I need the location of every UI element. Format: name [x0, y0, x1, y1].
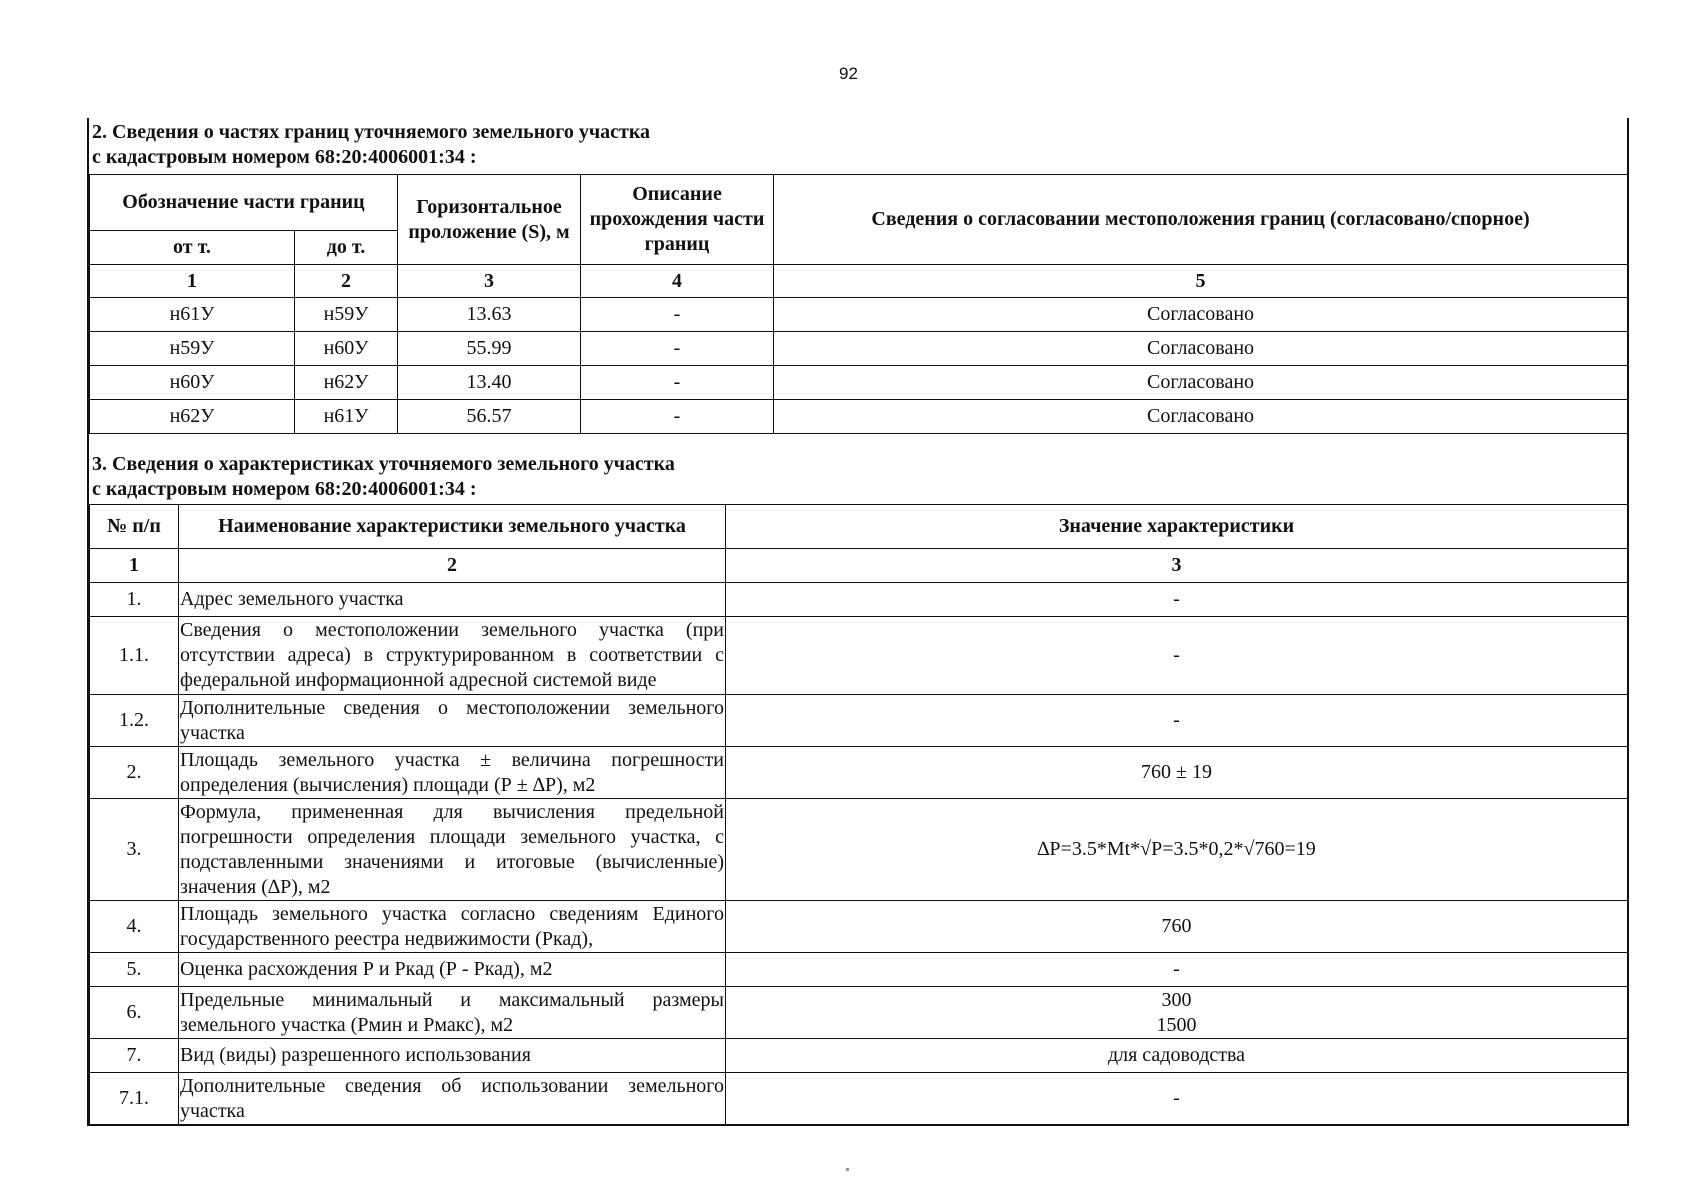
agreement-status: Согласовано — [774, 332, 1628, 366]
header-characteristic-name: Наименование характеристики земельного участка — [179, 505, 726, 549]
characteristic-name: Площадь земельного участка ± величина погрешности определения (вычисления) площади (Р ± ∆Р), м2 — [179, 747, 726, 799]
section-2-title-line-2: с кадастровым номером 68:20:4006001:34 : — [92, 146, 477, 168]
boundary-parts-table — [89, 174, 1628, 434]
header-to-point: до т. — [295, 231, 398, 265]
table-row — [90, 901, 1628, 953]
table-row — [90, 695, 1628, 747]
table-row — [90, 1073, 1628, 1125]
description: - — [581, 366, 774, 400]
header-characteristic-value: Значение характеристики — [726, 505, 1628, 549]
row-number: 2. — [90, 747, 179, 799]
from-point: н60У — [90, 366, 295, 400]
footer-mark — [846, 1168, 849, 1171]
to-point: н59У — [295, 298, 398, 332]
characteristic-value: для садоводства — [726, 1039, 1628, 1073]
row-number: 5. — [90, 953, 179, 987]
from-point: н62У — [90, 400, 295, 434]
to-point: н62У — [295, 366, 398, 400]
section-3-title — [92, 452, 675, 502]
characteristic-value: 760 ± 19 — [726, 747, 1628, 799]
table-row — [90, 298, 1628, 332]
row-number: 6. — [90, 987, 179, 1039]
horizontal-length: 13.63 — [398, 298, 581, 332]
header-description: Описание прохождения части границ — [581, 175, 774, 265]
agreement-status: Согласовано — [774, 298, 1628, 332]
from-point: н59У — [90, 332, 295, 366]
header-from-point: от т. — [90, 231, 295, 265]
horizontal-length: 56.57 — [398, 400, 581, 434]
to-point: н60У — [295, 332, 398, 366]
characteristic-value: - — [726, 695, 1628, 747]
row-number: 3. — [90, 799, 179, 901]
description: - — [581, 400, 774, 434]
table-row — [90, 366, 1628, 400]
row-number: 7. — [90, 1039, 179, 1073]
column-number: 1 — [90, 549, 179, 583]
column-number: 3 — [398, 265, 581, 298]
characteristic-value: 300 1500 — [726, 987, 1628, 1039]
page-number: 92 — [839, 64, 858, 83]
header-horizontal-length: Горизонтальное проложение (S), м — [398, 175, 581, 265]
characteristic-value: - — [726, 617, 1628, 695]
table-row — [90, 799, 1628, 901]
column-number: 5 — [774, 265, 1628, 298]
row-number: 4. — [90, 901, 179, 953]
from-point: н61У — [90, 298, 295, 332]
table-row — [90, 953, 1628, 987]
table-row — [90, 400, 1628, 434]
characteristic-name: Предельные минимальный и максимальный размеры земельного участка (Рмин и Рмакс), м2 — [179, 987, 726, 1039]
agreement-status: Согласовано — [774, 366, 1628, 400]
column-number: 2 — [179, 549, 726, 583]
section-3-title-line-2: с кадастровым номером 68:20:4006001:34 : — [92, 478, 477, 500]
characteristic-value: 760 — [726, 901, 1628, 953]
description: - — [581, 332, 774, 366]
table-row — [90, 332, 1628, 366]
characteristic-name: Дополнительные сведения об использовании земельного участка — [179, 1073, 726, 1125]
table-row — [90, 617, 1628, 695]
characteristic-name: Адрес земельного участка — [179, 583, 726, 617]
characteristic-name: Площадь земельного участка согласно сведениям Единого государственного реестра недвижимости (Ркад), — [179, 901, 726, 953]
header-number: № п/п — [90, 505, 179, 549]
characteristics-table — [89, 504, 1628, 1125]
characteristic-value: ∆Р=3.5*Mt*√Р=3.5*0,2*√760=19 — [726, 799, 1628, 901]
table-row — [90, 747, 1628, 799]
section-2-title-line-1: 2. Сведения о частях границ уточняемого земельного участка — [92, 121, 651, 143]
section-3-title-line-1: 3. Сведения о характеристиках уточняемого земельного участка — [92, 453, 675, 475]
table-row — [90, 583, 1628, 617]
table-row — [90, 987, 1628, 1039]
column-number: 4 — [581, 265, 774, 298]
characteristic-value: - — [726, 953, 1628, 987]
to-point: н61У — [295, 400, 398, 434]
document-sheet — [87, 118, 1629, 1126]
column-number: 2 — [295, 265, 398, 298]
column-number: 1 — [90, 265, 295, 298]
description: - — [581, 298, 774, 332]
characteristic-name: Вид (виды) разрешенного использования — [179, 1039, 726, 1073]
row-number: 1. — [90, 583, 179, 617]
characteristic-name: Сведения о местоположении земельного участка (при отсутствии адреса) в структурированном в соответствии с федеральной информационной адресной системой виде — [179, 617, 726, 695]
section-2-title — [92, 120, 650, 170]
horizontal-length: 13.40 — [398, 366, 581, 400]
row-number: 1.1. — [90, 617, 179, 695]
column-number: 3 — [726, 549, 1628, 583]
row-number: 1.2. — [90, 695, 179, 747]
characteristic-value: - — [726, 583, 1628, 617]
characteristic-name: Дополнительные сведения о местоположении земельного участка — [179, 695, 726, 747]
header-agreement: Сведения о согласовании местоположения границ (согласовано/спорное) — [774, 175, 1628, 265]
row-number: 7.1. — [90, 1073, 179, 1125]
characteristic-name: Оценка расхождения Р и Ркад (Р - Ркад), м2 — [179, 953, 726, 987]
characteristic-name: Формула, примененная для вычисления предельной погрешности определения площади земельного участка, с подставленными значениями и итоговые (вычисленные) значения (∆Р), м2 — [179, 799, 726, 901]
table-row — [90, 1039, 1628, 1073]
horizontal-length: 55.99 — [398, 332, 581, 366]
characteristic-value: - — [726, 1073, 1628, 1125]
header-part-designation: Обозначение части границ — [90, 175, 398, 231]
agreement-status: Согласовано — [774, 400, 1628, 434]
